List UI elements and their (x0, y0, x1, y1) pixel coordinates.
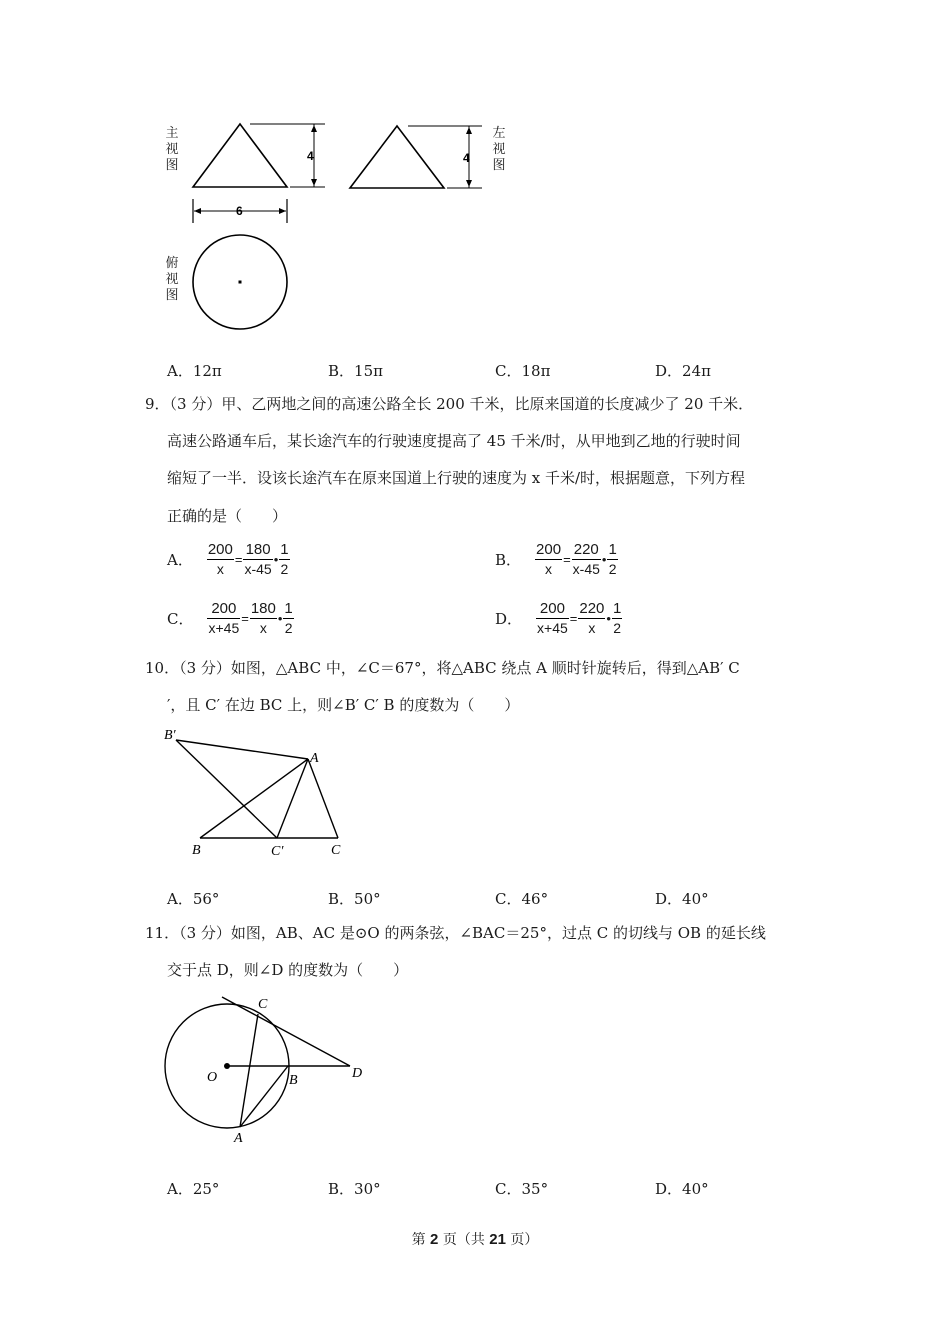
q9-line-3: 缩短了一半．设该长途汽车在原来国道上行驶的速度为 x 千米/时，根据题意，下列方程 (167, 469, 746, 487)
fraction: $\frac{1}{2}$ (284, 600, 293, 636)
q9-option-d[interactable]: D． $\frac{200}{x+45}$ = $\frac{220}{x}$ • $\frac{1}{2}$ (495, 600, 622, 636)
fraction: $\frac{200}{x+45}$ (208, 600, 240, 636)
fraction: $\frac{220}{x}$ (579, 600, 605, 636)
q10-line-1: 10．（3 分）如图，△ABC 中，∠C＝67°，将△ABC 绕点 A 顺时针旋转后，得到△AB′ C (145, 659, 740, 677)
q9-option-c[interactable]: C． $\frac{200}{x+45}$ = $\frac{180}{x}$ • $\frac{1}{2}$ (167, 600, 293, 636)
rotation-triangle-figure (160, 722, 360, 862)
q8-option-b[interactable]: B．15π (328, 362, 383, 380)
q8-option-d[interactable]: D．24π (655, 362, 711, 380)
q8-option-c[interactable]: C．18π (495, 362, 551, 380)
q11-option-c[interactable]: C．35° (495, 1180, 549, 1198)
side-view-triangle (350, 126, 444, 188)
three-view-figure (180, 115, 530, 340)
fraction: $\frac{1}{2}$ (608, 541, 617, 577)
fraction: $\frac{180}{x-45}$ (244, 541, 272, 577)
fraction: $\frac{220}{x-45}$ (572, 541, 600, 577)
fraction: $\frac{1}{2}$ (612, 600, 622, 636)
point-c-prime-label: C′ (271, 844, 284, 859)
side-height-label: 4 (463, 151, 470, 165)
fraction: $\frac{200}{x+45}$ (537, 600, 568, 636)
fraction: $\frac{180}{x}$ (250, 600, 276, 636)
q10-option-b[interactable]: B．50° (328, 890, 381, 908)
q9-option-a[interactable]: A． $\frac{200}{x}$ = $\frac{180}{x-45}$ • $\frac{1}{2}$ (167, 541, 289, 577)
q10-option-c[interactable]: C．46° (495, 890, 549, 908)
width-label: 6 (236, 204, 243, 218)
fraction: $\frac{200}{x}$ (207, 541, 233, 577)
point-b-label: B (289, 1073, 298, 1088)
q9-option-b[interactable]: B． $\frac{200}{x}$ = $\frac{220}{x-45}$ • $\frac{1}{2}$ (495, 541, 617, 577)
q11-option-a[interactable]: A．25° (167, 1180, 220, 1198)
q8-option-a[interactable]: A．12π (167, 362, 222, 380)
fraction: $\frac{1}{2}$ (280, 541, 289, 577)
point-o-label: O (207, 1070, 218, 1085)
q10-option-a[interactable]: A．56° (167, 890, 220, 908)
point-c-label: C (331, 843, 341, 858)
q11-option-b[interactable]: B．30° (328, 1180, 381, 1198)
circle-tangent-figure (160, 990, 375, 1150)
point-a-label: A (234, 1131, 243, 1146)
q10-option-d[interactable]: D．40° (655, 890, 709, 908)
point-a-label: A (310, 751, 319, 766)
q9-line-2: 高速公路通车后，某长途汽车的行驶速度提高了 45 千米/时，从甲地到乙地的行驶时间 (167, 432, 741, 450)
side-view-label: 左 视 图 (492, 126, 506, 173)
q11-line-1: 11．（3 分）如图，AB、AC 是⊙O 的两条弦，∠BAC＝25°，过点 C 的切线与 OB 的延长线 (145, 924, 766, 942)
front-view-label: 主 视 图 (165, 126, 179, 173)
fraction: $\frac{200}{x}$ (536, 541, 562, 577)
q10-line-2: ′，且 C′ 在边 BC 上，则∠B′ C′ B 的度数为（ ） (167, 696, 520, 714)
front-view-triangle (193, 124, 287, 187)
point-b-label: B (192, 843, 201, 858)
page-number: 2 (430, 1231, 439, 1248)
q11-option-d[interactable]: D．40° (655, 1180, 709, 1198)
point-c-label: C (258, 997, 268, 1012)
front-height-label: 4 (307, 149, 314, 163)
total-pages: 21 (489, 1231, 506, 1248)
page-footer: 第 2 页（共 21 页） (411, 1231, 539, 1248)
q9-line-1: 9．（3 分）甲、乙两地之间的高速公路全长 200 千米，比原来国道的长度减少了 20 千米． (145, 395, 754, 413)
q11-line-2: 交于点 D，则∠D 的度数为（ ） (167, 961, 409, 979)
top-view-label: 俯 视 图 (165, 256, 179, 303)
point-d-label: D (352, 1066, 363, 1081)
q9-line-4: 正确的是（ ） (167, 507, 288, 525)
point-b-prime-label: B′ (164, 728, 176, 743)
